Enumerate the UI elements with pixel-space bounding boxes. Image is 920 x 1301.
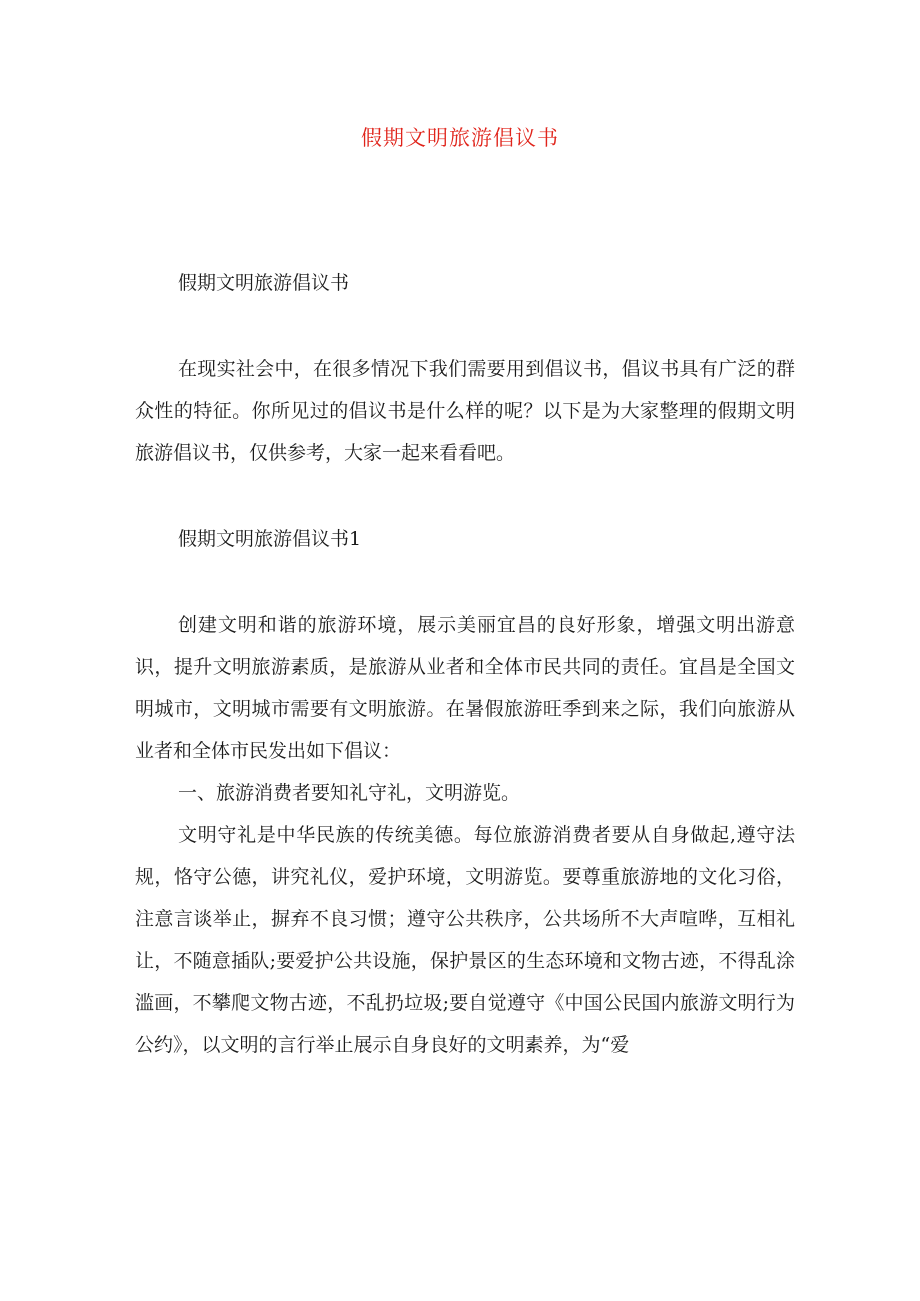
intro-paragraph: 在现实社会中，在很多情况下我们需要用到倡议书，倡议书具有广泛的群众性的特征。你所见过的倡议书是什么样的呢？以下是为大家整理的假期文明旅游倡议书，仅供参考，大家一起来看看吧。	[135, 358, 795, 464]
spacer	[135, 304, 795, 348]
spacer	[135, 560, 795, 604]
document-subtitle: 假期文明旅游倡议书	[178, 272, 350, 294]
body-paragraph: 文明守礼是中华民族的传统美德。每位旅游消费者要从自身做起,遵守法规，恪守公德，讲究礼仪，爱护环境，文明游览。要尊重旅游地的文化习俗，注意言谈举止，摒弃不良习惯；遵守公共秩序，公共场所不大声喧哗，互相礼让，不随意插队;要爱护公共设施，保护景区的生态环境和文物古迹，不得乱涂滥画，不攀爬文物古迹，不乱扔垃圾;要自觉遵守《中国公民国内旅游文明行为公约》，以文明的言行举止展示自身良好的文明素养，为“爱	[135, 824, 795, 1056]
document-title: 假期文明旅游倡议书	[361, 126, 559, 150]
spacer	[135, 474, 795, 518]
document-body	[135, 262, 795, 1066]
body-paragraph: 创建文明和谐的旅游环境，展示美丽宜昌的良好形象，增强文明出游意识，提升文明旅游素质，是旅游从业者和全体市民共同的责任。宜昌是全国文明城市，文明城市需要有文明旅游。在暑假旅游旺季到来之际，我们向旅游从业者和全体市民发出如下倡议：	[135, 614, 795, 762]
section-heading: 假期文明旅游倡议书1	[178, 528, 362, 550]
point-heading: 一、旅游消费者要知礼守礼，文明游览。	[178, 782, 521, 804]
